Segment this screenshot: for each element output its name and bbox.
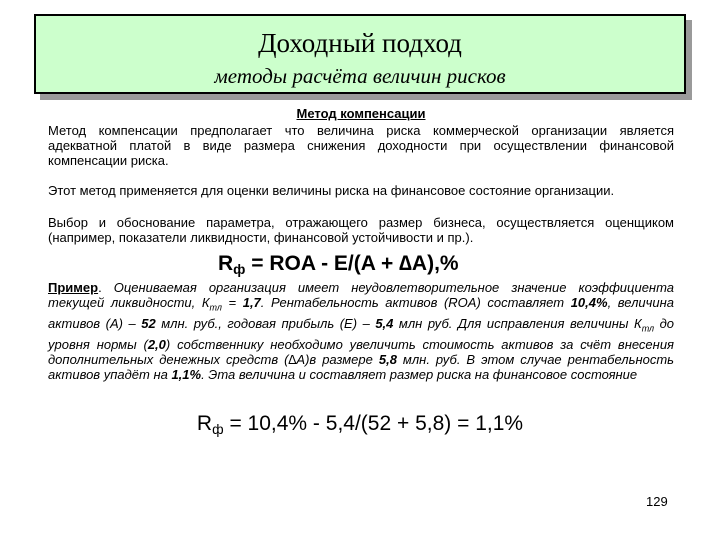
- example-label: Пример: [48, 280, 99, 295]
- formula-lhs-subscript: ф: [233, 261, 246, 277]
- formula-rhs: = ROA - E/(A + ∆A),%: [245, 252, 459, 275]
- example-value: 5,4: [375, 316, 394, 331]
- page-number: 129: [646, 494, 668, 509]
- paragraph-definition: Метод компенсации предполагает что величина риска коммерческой организации является адекватной платой в виде размера снижения доходности при осуществлении финансовой компенсации риска.: [48, 123, 674, 168]
- example-value: 2,0: [147, 336, 166, 352]
- example-text: , величина активов (А) –: [48, 295, 674, 331]
- example-text: млн. руб. В этом случае рентабельность активов упадёт на: [48, 352, 674, 383]
- result-rhs: = 10,4% - 5,4/(52 + 5,8) = 1,1%: [223, 412, 524, 435]
- example-text: млн руб. Для исправления величины К: [393, 316, 642, 331]
- example-value: 52: [141, 316, 156, 331]
- result-lhs-subscript: ф: [212, 421, 224, 437]
- k-subscript: тл: [209, 302, 222, 313]
- paragraph-parameter: Выбор и обоснование параметра, отражающего размер бизнеса, осуществляется оценщиком (например, показатели ликвидности, финансовой устойчивости и пр.).: [48, 215, 674, 245]
- example-text: . Эта величина и составляет размер риска на финансовое состояние: [201, 367, 638, 383]
- example-value: 1,7: [242, 295, 261, 311]
- example-text: до уровня нормы (: [48, 316, 675, 352]
- k-subscript: тл: [641, 323, 655, 334]
- title-banner: [34, 14, 686, 94]
- example-text: Оцениваемая организация имеет неудовлетворительное значение коэффициента текущей ликвидности, К: [48, 280, 674, 311]
- example-paragraph: Пример. Оцениваемая организация имеет неудовлетворительное значение коэффициента текущей ликвидности, $К_{тл} = 1,7$. Рентабельность активов (ROA) составляет 10,4%, величина активов (А) – 52 млн. руб., годовая прибыль (Е) – 5,4 млн руб. Для исправления величины $К_{тл}$ до уровня нормы (2,0) собственнику необходимо увеличить стоимость активов за счёт внесения дополнительных денежных средств (∆А)в размере 5,8 млн. руб. В этом случае рентабельность активов упадёт на 1,1%. Эта величина и составляет размер риска на финансовое состояние: [48, 280, 675, 383]
- example-value: 5,8: [378, 352, 397, 367]
- example-value: 10,4%: [570, 295, 608, 311]
- slide-title: Доходный подход: [258, 28, 462, 58]
- formula-result: [0, 412, 720, 441]
- formula-lhs: R: [218, 252, 234, 275]
- slide-subtitle: методы расчёта величин рисков: [214, 64, 506, 88]
- example-text: ) собственнику необходимо увеличить стоимость активов за счёт внесения дополнительных денежных средств (∆А)в размере: [48, 336, 674, 367]
- formula-definition: [218, 252, 459, 281]
- example-text: . Рентабельность активов (ROA) составляет: [260, 295, 571, 311]
- example-text: =: [221, 295, 243, 311]
- paragraph-purpose: Этот метод применяется для оценки величины риска на финансовое состояние организации.: [48, 183, 615, 198]
- example-text: млн. руб., годовая прибыль (Е) –: [155, 316, 376, 331]
- example-value: 1,1%: [171, 367, 202, 383]
- result-lhs: R: [196, 412, 213, 435]
- section-title: Метод компенсации: [296, 106, 426, 121]
